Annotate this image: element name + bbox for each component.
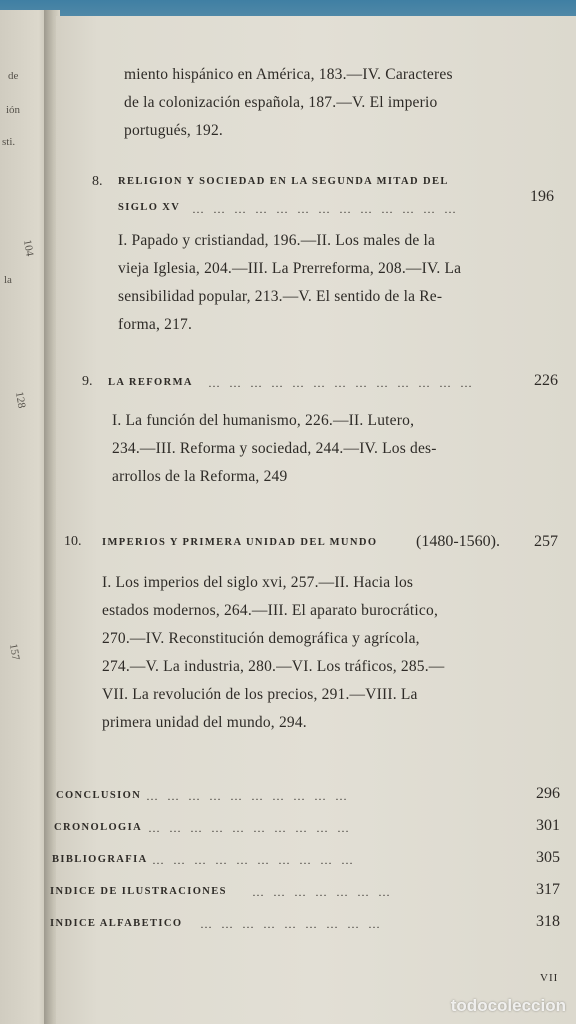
toc-text-line: portugués, 192.	[124, 122, 224, 139]
watermark-logo: todocoleccion	[450, 996, 566, 1015]
toc-page	[50, 16, 576, 1024]
leader-dots: … … … … … … … … … …	[148, 821, 352, 835]
leader-dots: … … … … … … … … … … … … …	[192, 202, 459, 216]
facing-page	[0, 10, 48, 1024]
page-number: 317	[536, 881, 560, 898]
chapter-number: 8.	[92, 174, 103, 189]
toc-text-line: estados modernos, 264.—III. El aparato burocrático,	[102, 602, 439, 619]
toc-text-line: de la colonización española, 187.—V. El imperio	[124, 94, 438, 111]
leader-dots: … … … … … … … … … …	[152, 853, 356, 867]
leader-dots: … … … … … … … … … …	[146, 789, 350, 803]
margin-text: 104	[20, 238, 36, 258]
leader-dots: … … … … … … … … … … … … …	[208, 376, 475, 390]
chapter-title-cont: SIGLO XV	[118, 202, 181, 213]
chapter-title: IMPERIOS Y PRIMERA UNIDAD DEL MUNDO	[102, 537, 378, 548]
backmatter-title: INDICE ALFABETICO	[50, 918, 183, 929]
toc-text-line: 274.—V. La industria, 280.—VI. Los tráficos, 285.—	[102, 658, 445, 675]
leader-dots: … … … … … … … … …	[200, 917, 383, 931]
margin-text: sti.	[2, 136, 16, 148]
chapter-title: RELIGION Y SOCIEDAD EN LA SEGUNDA MITAD DEL	[118, 176, 449, 187]
toc-text-line: 270.—IV. Reconstitución demográfica y agrícola,	[102, 630, 420, 647]
leader-dots: … … … … … … …	[252, 885, 393, 899]
toc-text-line: miento hispánico en América, 183.—IV. Caracteres	[124, 66, 453, 83]
toc-text-line: forma, 217.	[118, 316, 193, 333]
chapter-years: (1480-1560).	[416, 533, 500, 550]
folio: VII	[540, 972, 559, 984]
margin-text: ión	[6, 104, 21, 116]
toc-text-line: I. La función del humanismo, 226.—II. Lutero,	[112, 412, 415, 429]
margin-text: 157	[6, 642, 22, 662]
page-number: 318	[536, 913, 560, 930]
chapter-number: 9.	[82, 374, 93, 389]
page-number: 257	[534, 533, 558, 550]
toc-text-line: sensibilidad popular, 213.—V. El sentido de la Re-	[118, 288, 443, 305]
toc-text-line: vieja Iglesia, 204.—III. La Prerreforma, 208.—IV. La	[118, 260, 462, 277]
chapter-number: 10.	[64, 534, 82, 549]
toc-text-line: I. Los imperios del siglo xvi, 257.—II. Hacia los	[102, 574, 414, 591]
margin-text: la	[4, 274, 12, 286]
margin-text: de	[8, 70, 19, 82]
chapter-title: LA REFORMA	[108, 377, 193, 388]
backmatter-title: BIBLIOGRAFIA	[52, 854, 148, 865]
margin-text: 128	[12, 390, 28, 410]
toc-text-line: primera unidad del mundo, 294.	[102, 714, 307, 731]
page-number: 196	[530, 188, 554, 205]
page-number: 301	[536, 817, 560, 834]
toc-text-line: arrollos de la Reforma, 249	[112, 468, 288, 485]
page-number: 296	[536, 785, 560, 802]
backmatter-title: INDICE DE ILUSTRACIONES	[50, 886, 227, 897]
toc-text-line: VII. La revolución de los precios, 291.—VIII. La	[102, 686, 418, 703]
page-number: 305	[536, 849, 560, 866]
page-number: 226	[534, 372, 558, 389]
toc-text-line: 234.—III. Reforma y sociedad, 244.—IV. Los des-	[112, 440, 437, 457]
backmatter-title: CONCLUSION	[56, 790, 142, 801]
backmatter-title: CRONOLOGIA	[54, 822, 143, 833]
toc-text-line: I. Papado y cristiandad, 196.—II. Los males de la	[118, 232, 436, 249]
